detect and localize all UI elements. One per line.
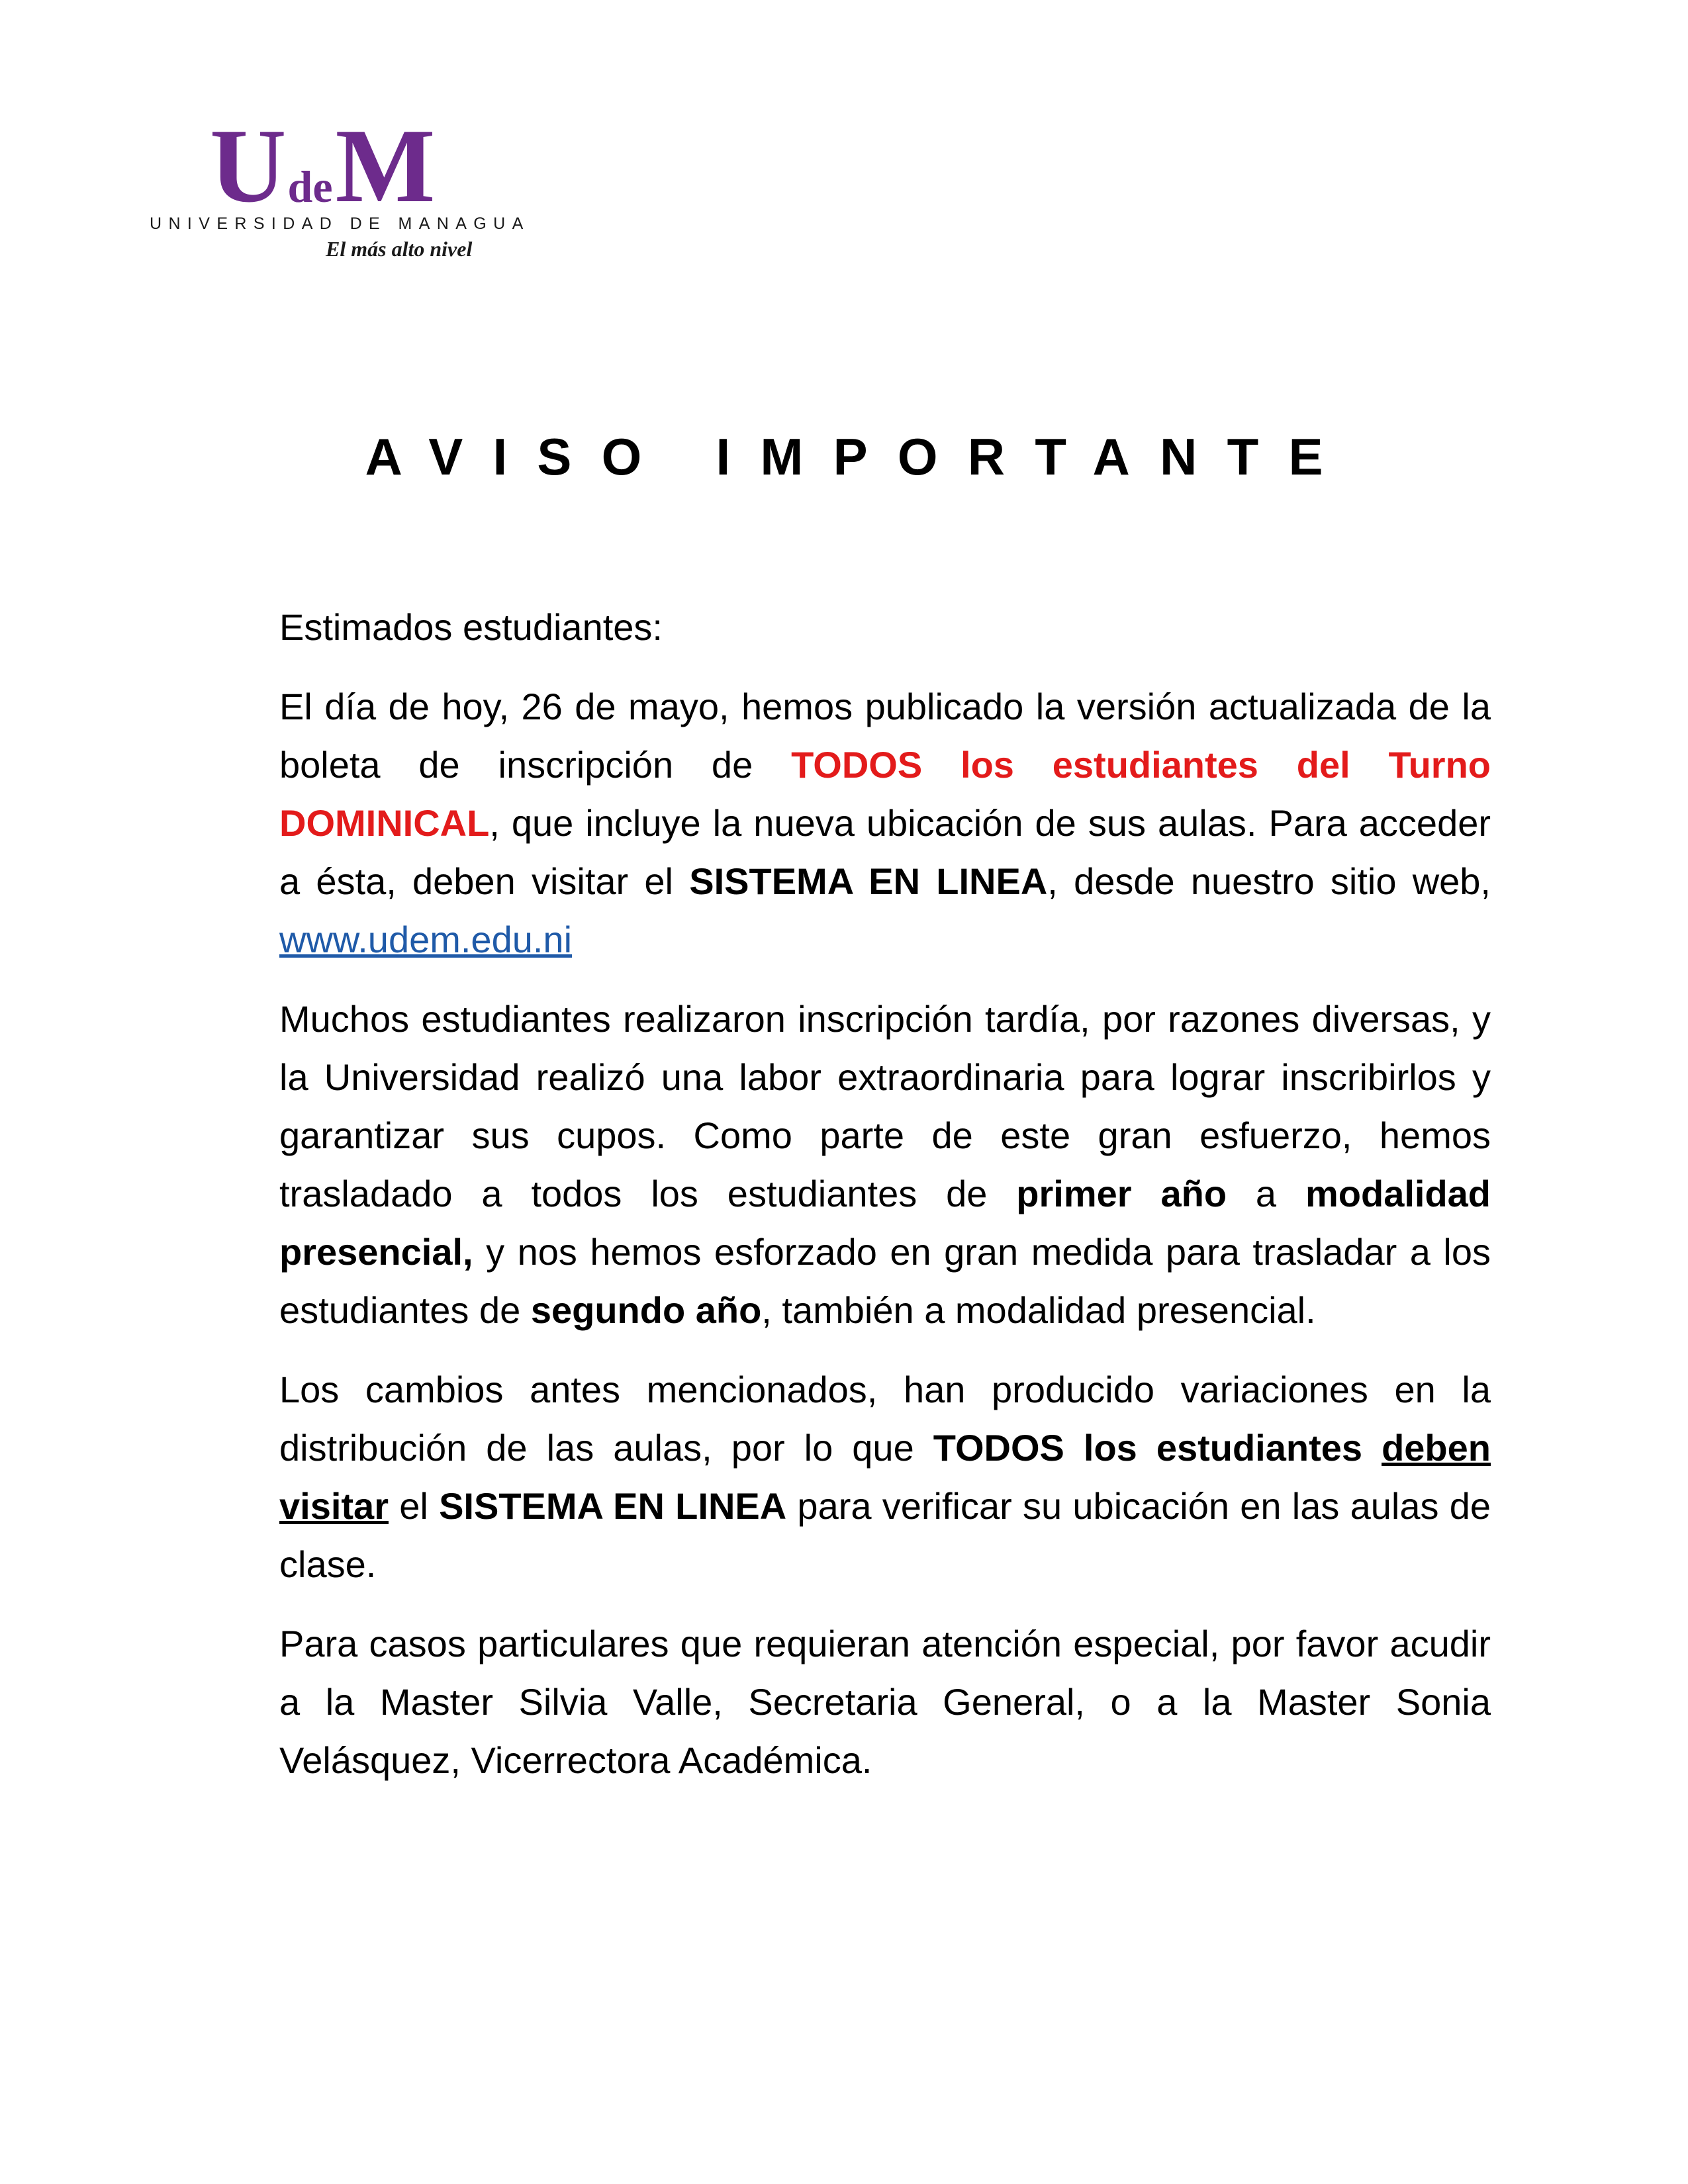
p3-text-3: el <box>389 1485 440 1527</box>
p2-first-year: primer año <box>1016 1173 1227 1214</box>
paragraph-late-enrollment <box>279 990 1491 1340</box>
p1-text-1: El día de hoy, 26 de mayo, hemos publicado la versión actualizada de la boleta de inscripción de <box>279 686 1491 786</box>
p2-second-year: segundo año <box>530 1289 762 1331</box>
p3-text-1: Los cambios antes mencionados, han producido variaciones en la distribución de las aulas, por lo que <box>279 1369 1491 1469</box>
logo-tagline: El más alto nivel <box>326 237 473 261</box>
logo-letters-de: de <box>287 161 333 212</box>
logo-university-name: UNIVERSIDAD DE MANAGUA <box>150 214 530 233</box>
paragraph-publication <box>279 678 1491 969</box>
p3-must-visit: deben visitar <box>279 1427 1491 1527</box>
logo-letter-m: M <box>335 107 434 224</box>
p1-text-2: , que incluye la nueva ubicación de sus aulas. Para acceder a ésta, deben visitar el <box>279 802 1491 902</box>
udem-logo <box>147 107 551 265</box>
p3-text-2 <box>1362 1427 1382 1469</box>
paragraph-special-cases <box>279 1615 1491 1790</box>
p2-text-4: , también a modalidad presencial. <box>761 1289 1316 1331</box>
p2-text-3: y nos hemos esforzado en gran medida para trasladar a los estudiantes de <box>279 1231 1491 1331</box>
notice-body <box>279 598 1491 1811</box>
p1-text-3: , desde nuestro sitio web, <box>1047 860 1491 902</box>
p1-system-online: SISTEMA EN LINEA <box>689 860 1048 902</box>
logo-letter-u: U <box>210 107 285 224</box>
p2-text-2: a <box>1227 1173 1305 1214</box>
p2-in-person-mode: modalidad presencial, <box>279 1173 1491 1273</box>
logo-monogram <box>210 107 434 224</box>
p3-text-4: para verificar su ubicación en las aulas de clase. <box>279 1485 1491 1585</box>
website-link[interactable]: www.udem.edu.ni <box>279 919 573 960</box>
p3-all-students: TODOS los estudiantes <box>933 1427 1363 1469</box>
p3-system-online: SISTEMA EN LINEA <box>439 1485 787 1527</box>
paragraph-classroom-changes <box>279 1361 1491 1594</box>
notice-title: AVISO IMPORTANTE <box>365 428 1353 486</box>
p2-text-1: Muchos estudiantes realizaron inscripción tardía, por razones diversas, y la Universidad realizó una labor extraordinaria para lograr inscribirlos y garantizar sus cupos. Como parte de este gran esfuerzo, hemos trasladado a todos los estudiantes de <box>279 998 1491 1214</box>
greeting: Estimados estudiantes: <box>279 606 663 648</box>
p4-text-1: Para casos particulares que requieran atención especial, por favor acudir a la Master Silvia Valle, Secretaria General, o a la Master Sonia Velásquez, Vicerrectora Académica. <box>279 1623 1491 1781</box>
p1-highlight-dominical: TODOS los estudiantes del Turno DOMINICAL <box>279 744 1491 844</box>
